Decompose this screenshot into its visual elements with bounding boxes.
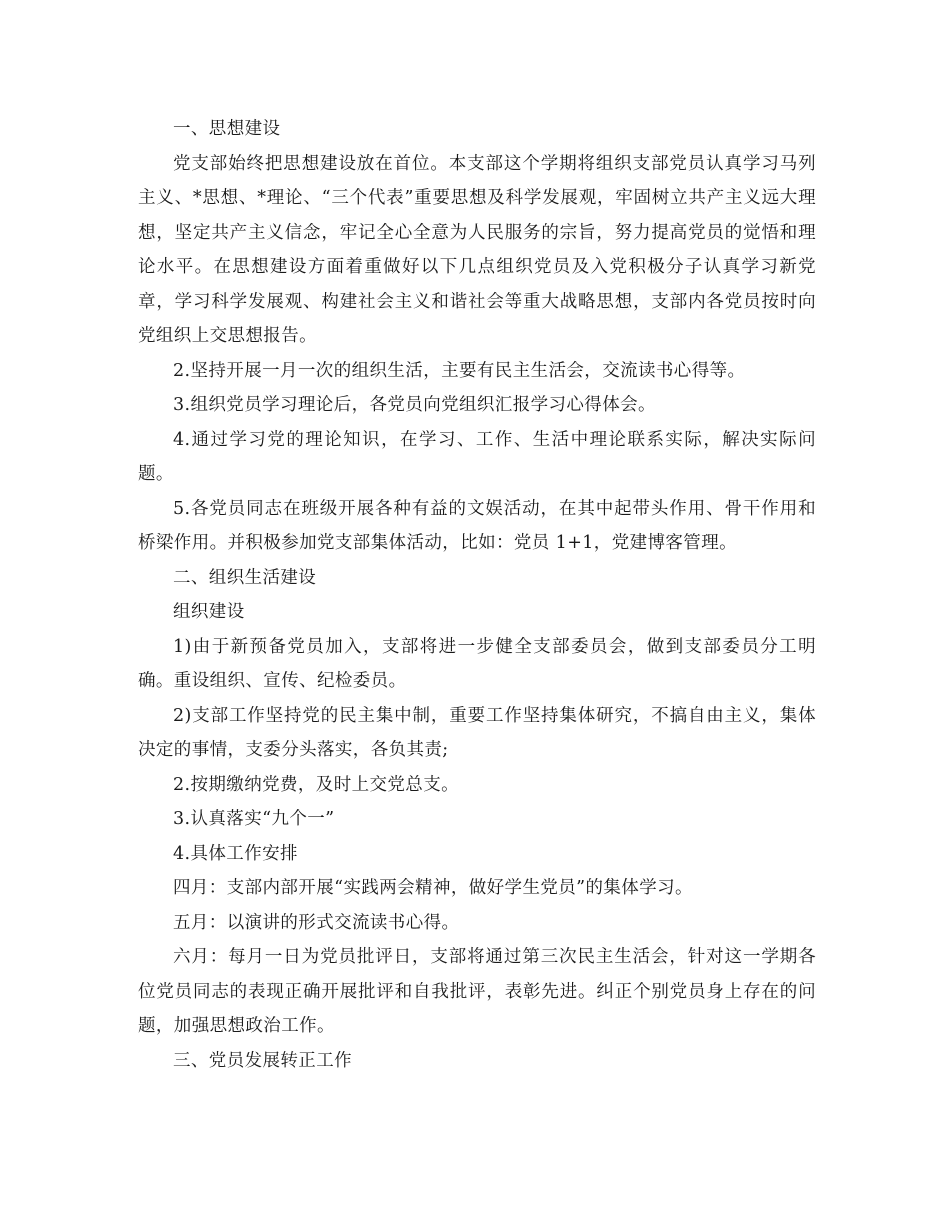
section-heading-1: 一、思想建设 [173,119,281,139]
list-item: 4.具体工作安排 [173,843,298,864]
schedule-item: 六月：每月一日为党员批评日，支部将通过第三次民主生活会，针对这一学期各位党员同志的表现正确开展批评和自我批评，表彰先进。纠正个别党员身上存在的问题，加强思想政治工作。 [138,947,816,1036]
list-item: 5.各党员同志在班级开展各种有益的文娱活动，在其中起带头作用、骨干作用和桥梁作用。并积极参加党支部集体活动，比如：党员 1+1，党建博客管理。 [138,498,816,553]
list-item: 1)由于新预备党员加入，支部将进一步健全支部委员会，做到支部委员分工明确。重设组织、宣传、纪检委员。 [138,636,816,691]
list-item: 2.按期缴纳党费，及时上交党总支。 [173,774,459,795]
list-item: 2)支部工作坚持党的民主集中制，重要工作坚持集体研究，不搞自由主义，集体决定的事情，支委分头落实，各负其责; [138,705,816,760]
schedule-item: 四月：支部内部开展“实践两会精神，做好学生党员”的集体学习。 [173,878,693,898]
list-item: 3.组织党员学习理论后，各党员向党组织汇报学习心得体会。 [173,395,656,415]
subheading: 组织建设 [173,602,245,622]
schedule-item: 五月：以演讲的形式交流读书心得。 [173,912,460,933]
list-item: 3.认真落实“九个一” [173,809,335,829]
section-heading-2: 二、组织生活建设 [173,567,317,588]
document-page [138,112,816,1078]
list-item: 2.坚持开展一月一次的组织生活，主要有民主生活会，交流读书心得等。 [173,360,746,381]
body-paragraph: 党支部始终把思想建设放在首位。本支部这个学期将组织支部党员认真学习马列主义、*思想、*理论、“三个代表”重要思想及科学发展观，牢固树立共产主义远大理想，坚定共产主义信念，牢记全心全意为人民服务的宗旨，努力提高党员的觉悟和理论水平。在思想建设方面着重做好以下几点组织党员及入党积极分子认真学习新党章，学习科学发展观、构建社会主义和谐社会等重大战略思想，支部内各党员按时向党组织上交思想报告。 [138,153,816,346]
section-heading-3: 三、党员发展转正工作 [173,1050,352,1071]
list-item: 4.通过学习党的理论知识，在学习、工作、生活中理论联系实际，解决实际问题。 [138,429,816,484]
